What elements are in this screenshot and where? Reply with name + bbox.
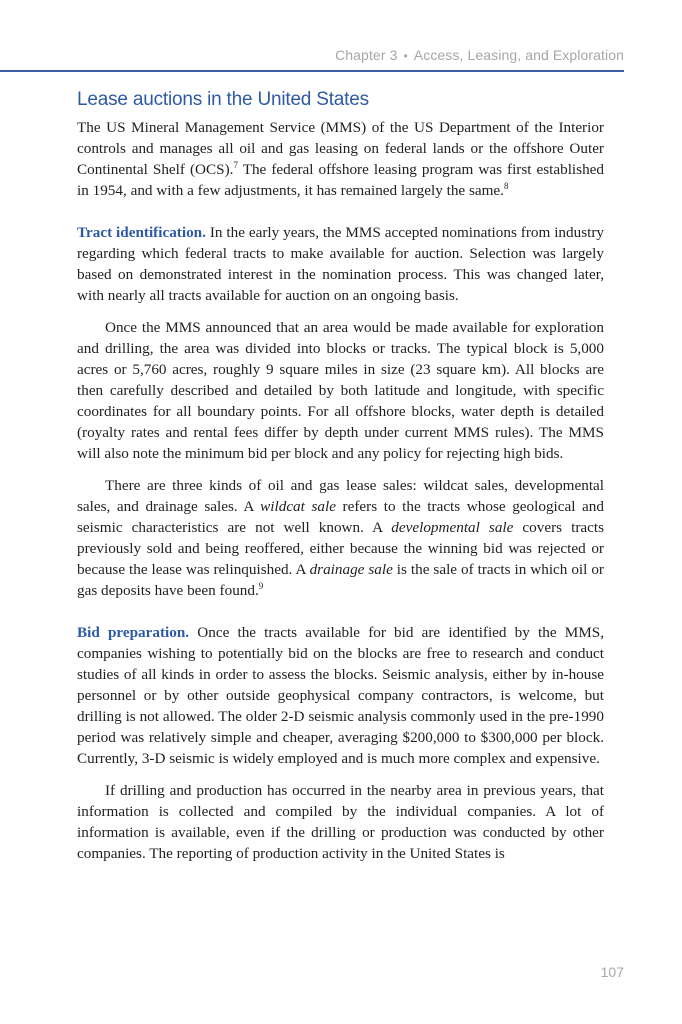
footnote-ref-7: 7	[233, 160, 238, 170]
paragraph-5	[77, 622, 604, 769]
header-section-title: Access, Leasing, and Exploration	[413, 47, 624, 63]
header-rule	[0, 70, 624, 72]
term-wildcat-sale: wildcat sale	[260, 498, 336, 515]
footnote-ref-8: 8	[503, 181, 509, 191]
term-drainage-sale: drainage sale	[309, 561, 393, 578]
paragraph-1	[77, 117, 604, 201]
page-number: 107	[600, 964, 624, 980]
paragraph-2	[77, 222, 604, 306]
paragraph-4-text-1: There are three kinds of oil and gas lease sales: wildcat sales, developmental sales, and drainage sales. A	[77, 477, 604, 515]
running-header	[335, 47, 624, 63]
paragraph-3: Once the MMS announced that an area would be made available for exploration and drilling, the area was divided into blocks or tracks. The typical block is 5,000 acres or 5,760 acres, roughly 9 square miles in size (23 square km). All blocks are then carefully described and detailed by both latitude and longitude, with specific coordinates for all boundary points. For all offshore blocks, water depth is detailed (royalty rates and rental fees differ by depth under current MMS rules). The MMS will also note the minimum bid per block and any policy for rejecting high bids.	[77, 319, 604, 462]
paragraph-4-text-3: covers tracts previously sold and being reoffered, either because the winning bid was rejected or because the lease was relinquished. A	[77, 519, 605, 578]
paragraph-4-text-4: is the sale of tracts in which oil or gas deposits have been found.	[77, 561, 604, 599]
header-separator: •	[403, 49, 408, 63]
paragraph-4	[77, 475, 604, 601]
paragraph-6: If drilling and production has occurred in the nearby area in previous years, that information is collected and compiled by the individual companies. A lot of information is available, even if the drilling or production was conducted by other companies. The reporting of production activity in the United States is	[77, 782, 604, 862]
page-body	[77, 89, 604, 864]
run-in-heading-tract-identification: Tract identification.	[77, 224, 206, 241]
paragraph-1-text: The US Mineral Management Service (MMS) of the US Department of the Interior controls and manages all oil and gas leasing on federal lands or the offshore Outer Continental Shelf (OCS).	[77, 119, 604, 178]
run-in-heading-bid-preparation: Bid preparation.	[77, 624, 190, 641]
section-heading: Lease auctions in the United States	[77, 89, 369, 110]
header-chapter: Chapter 3	[335, 47, 398, 63]
footnote-ref-9: 9	[258, 581, 264, 591]
term-developmental-sale: developmental sale	[391, 519, 514, 536]
paragraph-1-text-2: The federal offshore leasing program was first established in 1954, and with a few adjustments, it has remained largely the same.	[77, 161, 604, 199]
paragraph-5-text: Once the tracts available for bid are identified by the MMS, companies wishing to potentially bid on the blocks are free to research and conduct studies of all kinds in order to assess the blocks. Seismic analysis, either by in-house personnel or by other outside geophysical company contractors, is welcome, but drilling is not allowed. The older 2-D seismic analysis commonly used in the pre-1990 period was relatively simple and cheaper, averaging $200,000 to $300,000 per block. Currently, 3-D seismic is widely employed and is much more complex and expensive.	[77, 624, 604, 767]
paragraph-2-text: In the early years, the MMS accepted nominations from industry regarding which federal tracts to make available for auction. Selection was largely based on demonstrated interest in the nomination process. This was changed later, with nearly all tracts available for auction on an ongoing basis.	[77, 224, 604, 304]
paragraph-4-text-2: refers to the tracts whose geological and seismic characteristics are not well known. A	[77, 498, 604, 536]
